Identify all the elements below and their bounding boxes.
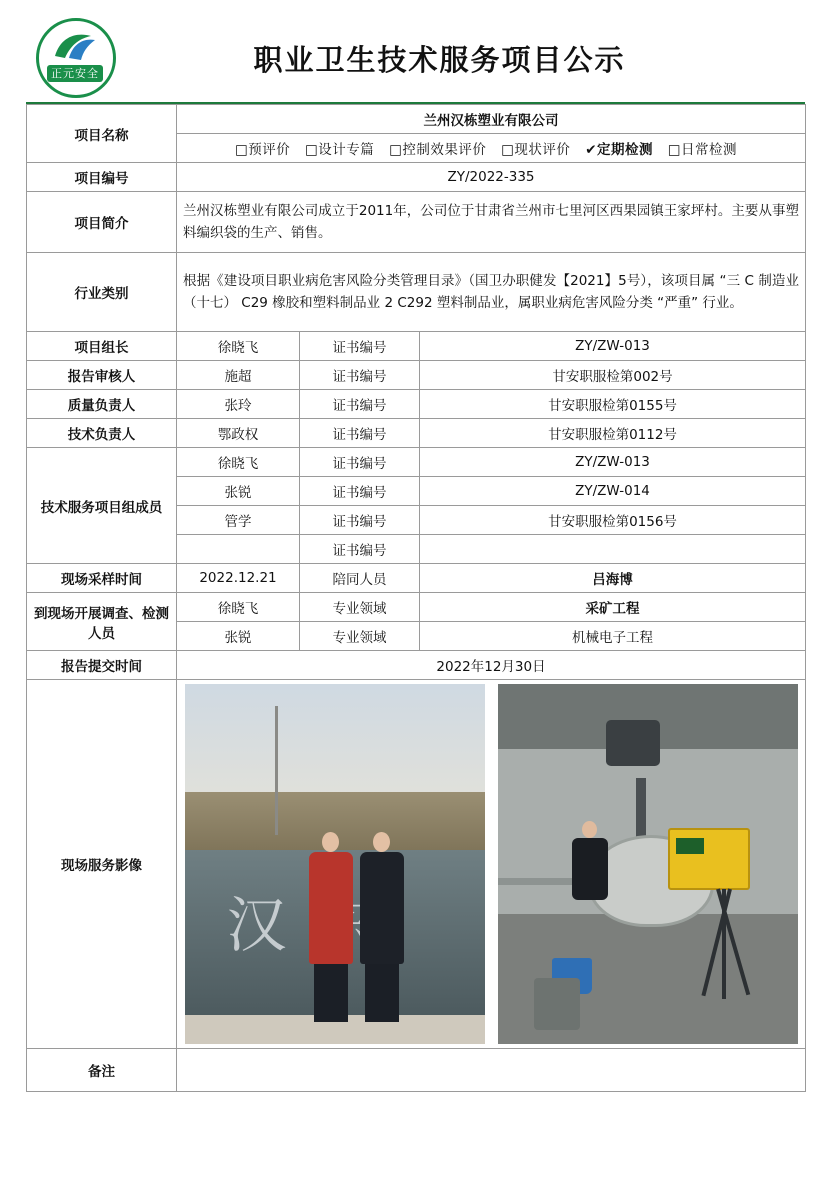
option-control-effect[interactable]: □控制效果评价 (389, 142, 487, 158)
team-member-name: 徐晓飞 (177, 448, 300, 477)
tech-cert-value: 甘安职服检第0112号 (420, 419, 806, 448)
quality-label: 质量负责人 (27, 390, 177, 419)
submit-label: 报告提交时间 (27, 651, 177, 680)
survey-person-name: 张锐 (177, 622, 300, 651)
survey-label: 到现场开展调查、检测人员 (27, 593, 177, 651)
evaluation-type-options (177, 134, 806, 163)
logo-swoosh-icon (51, 30, 99, 62)
project-no-label: 项目编号 (27, 163, 177, 192)
team-member-cert-value: ZY/ZW-014 (420, 477, 806, 506)
survey-field-value: 机械电子工程 (420, 622, 806, 651)
table-row-industry (27, 253, 806, 332)
escort-value: 吕海博 (420, 564, 806, 593)
team-member-cert-value: 甘安职服检第0156号 (420, 506, 806, 535)
survey-field-label: 专业领域 (300, 593, 420, 622)
project-name-value: 兰州汉栋塑业有限公司 (177, 105, 806, 134)
escort-label: 陪同人员 (300, 564, 420, 593)
table-row-remark (27, 1049, 806, 1092)
logo-text-bar (47, 65, 103, 82)
quality-cert-label: 证书编号 (300, 390, 420, 419)
option-pre-evaluation[interactable]: □预评价 (234, 142, 291, 158)
page-header (26, 14, 805, 104)
table-row-team-1 (27, 448, 806, 477)
quality-cert-value: 甘安职服检第0155号 (420, 390, 806, 419)
images-label: 现场服务影像 (27, 680, 177, 1049)
table-row-submit (27, 651, 806, 680)
sampling-time-label: 现场采样时间 (27, 564, 177, 593)
leader-name: 徐晓飞 (177, 332, 300, 361)
survey-person-name: 徐晓飞 (177, 593, 300, 622)
table-row-images (27, 680, 806, 1049)
notice-table (26, 104, 806, 1092)
table-row-tech (27, 419, 806, 448)
reviewer-name: 施超 (177, 361, 300, 390)
reviewer-cert-label: 证书编号 (300, 361, 420, 390)
option-daily-test[interactable]: □日常检测 (667, 142, 738, 158)
reviewer-cert-value: 甘安职服检第002号 (420, 361, 806, 390)
sampling-time-value: 2022.12.21 (177, 564, 300, 593)
project-name-label: 项目名称 (27, 105, 177, 163)
photo-worker (570, 821, 610, 900)
photo-person-red (305, 832, 357, 1022)
team-member-cert-label: 证书编号 (300, 448, 420, 477)
table-row-intro (27, 192, 806, 253)
table-row-project-no (27, 163, 806, 192)
survey-field-label: 专业领域 (300, 622, 420, 651)
table-row-survey-1 (27, 593, 806, 622)
table-row-project-name (27, 105, 806, 134)
team-member-name (177, 535, 300, 564)
photo-instrument (668, 828, 750, 890)
intro-value: 兰州汉栋塑业有限公司成立于2011年，公司位于甘肃省兰州市七里河区西果园镇王家坪村。主要从事塑料编织袋的生产、销售。 (177, 192, 806, 253)
site-photo-staff: 汉 (185, 684, 485, 1044)
quality-name: 张玲 (177, 390, 300, 419)
team-member-name: 张锐 (177, 477, 300, 506)
submit-value: 2022年12月30日 (177, 651, 806, 680)
table-row-quality (27, 390, 806, 419)
option-status-evaluation[interactable]: □现状评价 (501, 142, 571, 158)
table-row-reviewer (27, 361, 806, 390)
site-photos (183, 684, 799, 1044)
leader-label: 项目组长 (27, 332, 177, 361)
leader-cert-label: 证书编号 (300, 332, 420, 361)
team-member-name: 管学 (177, 506, 300, 535)
tech-label: 技术负责人 (27, 419, 177, 448)
option-periodic-test[interactable]: ✔定期检测 (585, 142, 653, 158)
team-member-cert-label: 证书编号 (300, 477, 420, 506)
team-member-cert-label: 证书编号 (300, 506, 420, 535)
tech-name: 鄂政权 (177, 419, 300, 448)
table-row-sampling (27, 564, 806, 593)
page-title: 职业卫生技术服务项目公示 (253, 42, 626, 77)
remark-value (177, 1049, 806, 1092)
team-member-cert-label: 证书编号 (300, 535, 420, 564)
survey-field-value: 采矿工程 (420, 593, 806, 622)
team-member-cert-value: ZY/ZW-013 (420, 448, 806, 477)
remark-label: 备注 (27, 1049, 177, 1092)
team-label: 技术服务项目组成员 (27, 448, 177, 564)
tech-cert-label: 证书编号 (300, 419, 420, 448)
leader-cert-value: ZY/ZW-013 (420, 332, 806, 361)
industry-label: 行业类别 (27, 253, 177, 332)
company-logo (36, 18, 116, 98)
option-design-chapter[interactable]: □设计专篇 (305, 142, 375, 158)
industry-value: 根据《建设项目职业病危害风险分类管理目录》（国卫办职健发【2021】5号），该项目属 “三 C 制造业（十七） C29 橡胶和塑料制品业 2 C292 塑料制品业，属职业病危害风险分类 “严重” 行业。 (177, 253, 806, 332)
logo-text: 正元安全 (51, 67, 99, 80)
intro-label: 项目简介 (27, 192, 177, 253)
project-no-value: ZY/2022-335 (177, 163, 806, 192)
table-row-leader (27, 332, 806, 361)
site-photo-workshop (498, 684, 798, 1044)
images-cell (177, 680, 806, 1049)
photo-person-black (356, 832, 408, 1022)
reviewer-label: 报告审核人 (27, 361, 177, 390)
team-member-cert-value (420, 535, 806, 564)
